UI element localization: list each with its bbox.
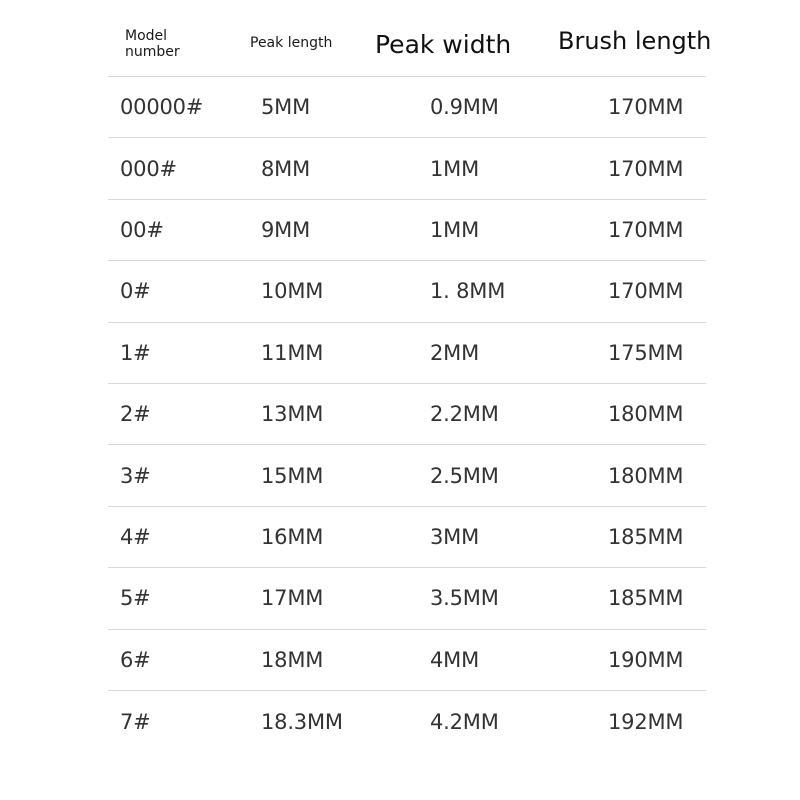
cell-model: 0# [120,279,151,304]
cell-brush-length: 170MM [608,217,684,242]
header-brush-length: Brush length [558,27,712,55]
table-row [108,630,706,691]
cell-peak-length: 18.3MM [261,709,343,734]
cell-brush-length: 170MM [608,279,684,304]
table-row [108,568,706,629]
cell-peak-length: 13MM [261,402,324,427]
cell-model: 00000# [120,95,204,120]
cell-peak-width: 4MM [430,647,479,672]
cell-model: 1# [120,340,151,365]
cell-brush-length: 180MM [608,463,684,488]
cell-peak-length: 5MM [261,95,310,120]
cell-model: 7# [120,709,151,734]
cell-brush-length: 170MM [608,95,684,120]
table-row [108,384,706,445]
cell-peak-length: 15MM [261,463,324,488]
cell-model: 3# [120,463,151,488]
cell-peak-width: 2MM [430,340,479,365]
table-row [108,77,706,138]
cell-peak-length: 16MM [261,524,324,549]
cell-peak-width: 3MM [430,524,479,549]
table-row [108,200,706,261]
cell-peak-length: 17MM [261,586,324,611]
cell-peak-length: 10MM [261,279,324,304]
cell-peak-width: 4.2MM [430,709,499,734]
cell-peak-length: 8MM [261,156,310,181]
header-peak-width: Peak width [375,30,512,59]
header-model-number: Model number [125,28,180,61]
cell-brush-length: 170MM [608,156,684,181]
cell-peak-width: 1. 8MM [430,279,506,304]
cell-model: 6# [120,647,151,672]
table-row [108,691,706,752]
cell-peak-width: 1MM [430,156,479,181]
cell-brush-length: 175MM [608,340,684,365]
cell-brush-length: 185MM [608,586,684,611]
cell-peak-width: 3.5MM [430,586,499,611]
cell-brush-length: 190MM [608,647,684,672]
cell-brush-length: 185MM [608,524,684,549]
cell-brush-length: 192MM [608,709,684,734]
cell-brush-length: 180MM [608,402,684,427]
cell-peak-length: 11MM [261,340,324,365]
cell-model: 000# [120,156,177,181]
table-row [108,445,706,506]
cell-peak-width: 1MM [430,217,479,242]
table-row [108,261,706,322]
table-body [108,77,706,752]
cell-model: 00# [120,217,164,242]
cell-peak-length: 9MM [261,217,310,242]
table-row [108,323,706,384]
table-row [108,507,706,568]
cell-peak-width: 0.9MM [430,95,499,120]
table-row [108,138,706,199]
cell-peak-width: 2.2MM [430,402,499,427]
cell-model: 5# [120,586,151,611]
cell-model: 4# [120,524,151,549]
cell-peak-width: 2.5MM [430,463,499,488]
cell-model: 2# [120,402,151,427]
cell-peak-length: 18MM [261,647,324,672]
header-peak-length: Peak length [250,35,333,51]
